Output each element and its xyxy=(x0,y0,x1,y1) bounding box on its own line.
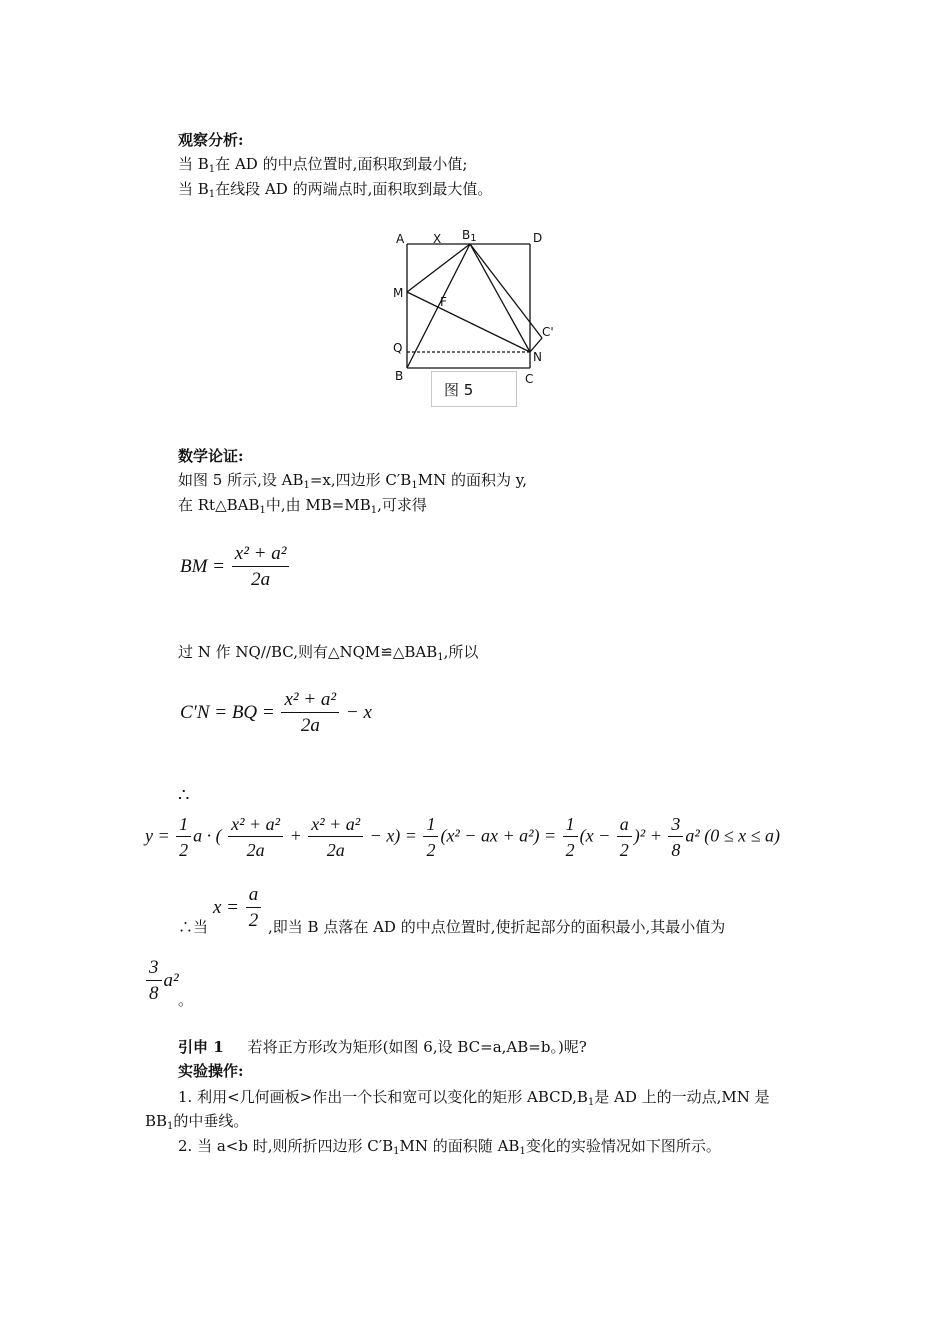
segment-b1-n xyxy=(470,244,530,352)
section-title-experiment: 实验操作: xyxy=(178,1062,244,1080)
minimum-value-period: 。 xyxy=(178,991,194,1009)
experiment-step-1-cont: $BB_1$的中垂线。 xyxy=(145,1112,249,1132)
extension-1-line: 引申 1 若将正方形改为矩形(如图 6,设 BC=a,AB=b。)呢? xyxy=(178,1038,587,1056)
conclusion-x-value: x = $\frac{a}{2}$ xyxy=(213,883,263,934)
label-f: F xyxy=(440,295,447,309)
experiment-step-1: 1. 利用<几何画板>作出一个长和宽可以变化的矩形 $ABCD,B_1$是 AD 上的一动点,MN 是 xyxy=(178,1088,770,1108)
equation-cn: C′N = BQ = $\frac{\text{x² + a²}}{2a}$ − x xyxy=(180,689,372,736)
figure-5-diagram xyxy=(380,225,570,385)
conclusion-prefix: ∴当 xyxy=(178,918,209,936)
label-m: M xyxy=(393,286,404,300)
minimum-value: $\frac{3}{8}$ a² xyxy=(144,956,179,1007)
label-n: N xyxy=(533,350,542,364)
label-c: C xyxy=(525,372,534,385)
segment-b1-m xyxy=(407,244,470,292)
equation-area-y: y = $\frac{1}{2}$ a · ( $\frac{\text{x² + a²}}{2a}$ + $\frac{\text{x² + a²}}{2a}$ − x) = $\frac{1}{2}$ (x² − ax + a²) = $\frac{1}{2}$ (x − $\frac{a}{2}$ )² + $\frac{3}{8}$ a² (0 ≤ x ≤ a) xyxy=(145,814,780,860)
segment-m-n xyxy=(407,292,530,352)
proof-line-1: 如图 5 所示,设 $AB_1=x$,四边形 $C'B_1MN$ 的面积为 y, xyxy=(178,471,527,491)
figure-5-caption: 图 5 xyxy=(431,371,517,407)
label-q: Q xyxy=(393,341,403,355)
proof-line-3: 过 N 作 NQ//BC,则有$\triangle NQM≌\triangle BAB_1$,所以 xyxy=(178,643,479,663)
label-b: B xyxy=(395,369,404,383)
label-a: A xyxy=(396,232,405,246)
label-b1: B1 xyxy=(462,228,477,244)
observation-line-2: 当 $B_1$在线段 AD 的两端点时,面积取到最大值。 xyxy=(178,180,493,200)
label-d: D xyxy=(533,231,543,245)
therefore-symbol: ∴ xyxy=(178,785,190,806)
label-c-prime: C' xyxy=(542,325,554,339)
experiment-step-2: 2. 当 a<b 时,则所折四边形 $C'B_1MN$ 的面积随 $AB_1$变化的实验情况如下图所示。 xyxy=(178,1137,721,1157)
observation-line-1: 当 $B_1$在 AD 的中点位置时,面积取到最小值; xyxy=(178,155,468,175)
label-x: X xyxy=(433,232,442,246)
segment-b1-c1 xyxy=(470,244,542,338)
equation-bm: BM = $\frac{\text{x² + a²}}{2a}$ xyxy=(180,542,291,593)
section-title-observation: 观察分析: xyxy=(178,131,244,149)
section-title-proof: 数学论证: xyxy=(178,447,244,465)
conclusion-text: ,即当 B 点落在 AD 的中点位置时,使折起部分的面积最小,其最小值为 xyxy=(268,918,726,936)
proof-line-2: 在 $Rt\triangle BAB_1$中,由 $MB=MB_1$,可求得 xyxy=(178,496,427,516)
segment-b1-b xyxy=(407,244,470,368)
